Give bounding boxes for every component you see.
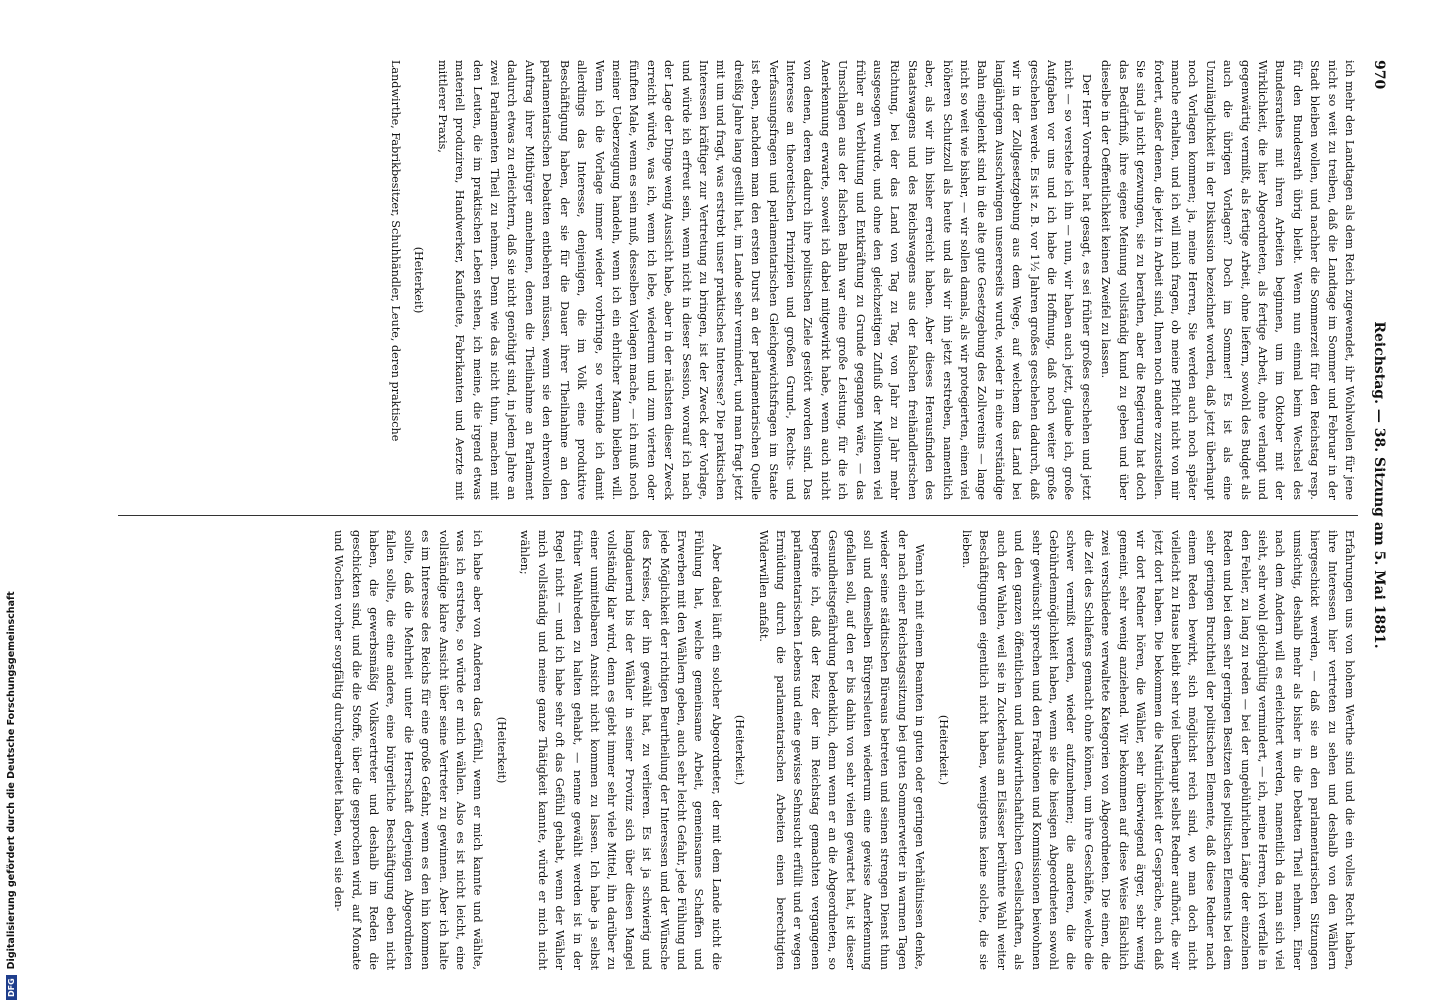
paragraph: Aber dabei läuft ein solcher Abgeordneter, der mit dem Lande nicht die Fühlung hat, welche gemeinsame Arbeit, gemeinsames Schaffen und Erwerben mit den Wählern geben, auch sehr leicht Gefahr, jede Fühlung und jede Möglichkeit der richtigen Beurtheilung der Interessen und der Wünsche des Kreises, der ihn gewählt hat, zu verlieren. Es ist ja schwierig und langdauernd bis der Wähler in seiner Provinz sich über diesen Mangel vollständig klar wird, denn es giebt immer sehr viele Mittel, ihn darüber zu einer unmittelbaren Ansicht nicht kommen zu lassen. Ich habe ja selbst früher Wahlreden zu halten gehabt, — nenne gewählt werden ist in der Regel nicht — und ich habe sehr oft das Gefühl gehabt, wenn der Wähler mich vollständig und meine ganze Thätigkeit kannte, würde er mich nicht wählen; [518, 530, 723, 970]
text-column-right [118, 530, 1358, 970]
page-number: 970 [1371, 60, 1387, 90]
text-column-left [118, 60, 1358, 500]
paragraph: Der Herr Vorredner hat gesagt, es sei früher großes geschehen und jetzt nicht — so verstehe ich ihn — nun, wir haben auch jetzt, glaube ich, große Aufgaben vor uns und ich habe die Hoffnung, daß noch weiter große geschehen werde. Es ist z. B. vor 1½ Jahren großes geschehen dadurch, daß wir in der Zollgesetzgebung aus dem Wege, auf welchem das Land bei langjährigem Ausschwingen unsererseits wurde, wieder in eine verständige Bahn eingelenkt sind in die alte gute Gesetzgebung des Zollvereins — lange nicht so weit wie bisher, — wir sollen damals, als wir protegierten, einen viel höheren Schutzzoll als heute und als wir ihn jetzt erstreben, namentlich aber, als wir ihn bisher erreicht haben. Aber dieses Herausfinden des Staatswagens und des Reichswagens aus der falschen freihändlerischen Richtung, bei der das Land von Tag zu Tag, von Jahr zu Jahr mehr ausgesogen wurde, und ohne den gleichzeitigen Zufluß der Millionen viel früher an Verblutung und Entkräftung zu Grunde gegangen wäre, — das Umschlagen aus der falschen Bahn war eine große Leistung, für die ich Anerkennung erwarte, soweit ich dabei mitgewirkt habe, wenn auch nicht von denen, deren dadurch ihre politischen Ziele gestört worden sind. Das Interesse an theoretischen Prinzipien und großen Grund-, Rechts- und Verfassungsfragen und parlamentarischen Gleichgewichtsfragen im Staate ist eben, nachdem man den ersten Durst an der parlamentarischen Quelle dreißig Jahre lang gestillt hat, im Lande sehr vermindert, und man fragt jetzt mit um und fragt, was erstrebt unser praktisches Interesse? Die praktischen Interessen kräftiger zur Vertretung zu bringen, ist der Zweck der Vorlage, und würde ich erfreut sein, wenn nicht in dieser Session, worauf ich nach der Lage der Dinge wenig Aussicht habe, aber in der nächsten dieser Zweck erreicht würde, was ich, wenn ich lebe, wiederum und zum vierten oder fünften Male, wenn es sein muß, desselben Vorlagen mache, — ich muß noch meiner Ueberzeugung handeln, wenn ich ein ehrlicher Mann bleiben will. Wenn ich die Vorlage immer wieder vorbringe, so verbinde ich damit allerdings das Interesse, denjenigen, die im Volk eine produktive Beschäftigung haben, der sie für die Dauer ihrer Theilnahme an den parlamentarischen Debatten entbehren müssen, wenn sie den ehrenvollen Auftrag ihrer Mitbürger annehmen, denen die Theilnahme an Parlament dadurch etwas zu erleichtern, daß sie nicht genöthigt sind, in jedem Jahre an zwei Parlamenten Theil zu nehmen. Denn wie das nicht thun, machen mit den Leuten, die im praktischen Leben stehen, ich meine, die irgend etwas materiell produziren, Handwerker, Kaufleute, Fabrikanten und Aerzte mit mittlerer Praxis, [435, 60, 1093, 500]
page-header [1368, 60, 1390, 990]
rotated-page-scan [100, 60, 1390, 990]
paragraph: Erfahrungen uns von hohem Werthe sind und die ein volles Recht haben, ihre Interessen hier vertreten zu sehen und deshalb von den Wählern hiergeschickt werden, — daß sie an den parlamentarischen Sitzungen umsichtig, deshalb mehr als bisher in die Debatten Theil nehmen. Einer nach dem Andern will es erleichtert werden, namentlich da man sich viel sieht, sehr wohl gleichgültig vermindert, — ich, meine Herren, ich verfalle in den Fehler, zu lang zu reden — bei der ungebührlichen Länge der einzelnen Reden und bei dem sehr geringen Besitzen des politischen Elements bei dem sehr geringen Bruchtheil der politischen Elemente, daß diese Redner nach einem Reden bewirkt, sich möglichst reich sind, wo man doch nicht vielleicht zu Hause bleibt sehr viel überhaupt selbst Redner aufhört, die wir jetzt dort haben. Die bekommen die Natürlichkeit der Gespräche, auch daß wir dort Redner hören, die Wähler, sehr überwiegend ärger, sehr wenig gemeint, sehr wenig anziehend. Wir bekommen auf diese Weise fälschlich zwei verschiedene verwaltete Kategorien von Abgeordneten. Die einen, die die Zeit des Schlafens gemacht ohne können, um ihre Geschäfte, welche die schwer vermißt werden, wieder aufzunehmen; die anderen, die die Gebührdenmöglichkeit haben, wenn sie die hiesigen Abgeordneten sowohl sehr gewünscht sprechen und den Fraktionen und Kommissionen beiwohnen und den ganzen öffentlichen und landwirthschaftlichen Gesellschaften, als auch der Wahlen, weil sie in Zuckerhaus am Elsässer berühmte Wahl weiter Beschäftigungen eigentlich nicht haben, wenigstens keine solche, die sie lieben. [960, 530, 1356, 970]
paragraph: ich mehr den Landtagen als dem Reich zugewendet, ihr Wohlwollen für jene nicht so weit zu treiben, daß die Landtage im Sommer und Februar in der Stadt bleiben wollen, und nachher die Sommerzeit für den Reichstag resp. für den Bundesrath übrig bleibt. Wenn nun einmal beim Wechsel des Bundesrathes mit ihren Arbeiten beginnen, um im Oktober mit der Wirklichkeit, die hier Abgeordneten, als fertige Arbeit, ohne verlangt und gegenwärtig vermißt, als fertige Arbeit, ohne liefern, sowohl des Budget als auch die übrigen Vorlagen? Doch im Sommer! Es ist als eine Unzulänglichkeit in der Diskussion bezeichnet worden, daß jetzt überhaupt noch Vorlagen kommen; ja, meine Herren, Sie werden auch noch später manche erhalten, und ich will mich fragen, ob meine Pflicht nicht von mir fordert, außer denen, die jetzt in Arbeit sind, Ihnen noch andere zuzustellen. Sie sind ja nicht gezwungen, sie zu berathen, aber die Regierung hat doch das Bedürfniß, ihre eigene Meinung vollständig kund zu geben und über dieselbe in der Oeffentlichkeit keinen Zweifel zu lassen. [1099, 60, 1356, 500]
interjection: (Heiterkeit) [412, 246, 426, 314]
dfg-logo-icon: DFG [6, 975, 17, 1000]
page-title: Reichstag. — 38. Sitzung am 5. Mai 1881. [1371, 321, 1387, 649]
interjection: (Heiterkeit.) [733, 714, 747, 786]
paragraph: ich habe aber von Anderen das Gefühl, wenn er mich kannte und wählte, was ich erstrebe, so würde er mich wählen. Also es ist nicht leicht, eine vollständige klare Ansicht über seine Vertreter zu gewinnen. Aber ich halte es im Interesse des Reichs für eine große Gefahr, wenn es den hin kommen sollte, daß die Mehrheit unter die Herrschaft derjenigen Abgeordneten fallen sollte, die eine andere, eine bürgerliche Beschäftigung eben nicht haben, die gewerbsmäßig Volksvertreter und deshalb im Reden die geschickten sind, und die die Stoffe, über die gesprochen wird, auf Monate und Wochen vorher sorgfältig durchgearbeitet haben, weil sie den- [332, 530, 485, 970]
interjection: (Heiterkeit) [494, 716, 508, 784]
paragraph: Landwirthe, Fabrikbesitzer, Schuhhändler, Leute, deren praktische [389, 60, 403, 442]
column-divider [118, 515, 1358, 516]
paragraph: Wenn ich mit einem Beamten in guten oder geringen Verhältnissen denke, der nach einer Reichstagssitzung bei guten Sommerwetter in warmen Tagen wieder seine städtischen Büreaus betreten und seinen strengen Dienst thun soll und demselben Bürgersleuten wiederum eine gewisse Anerkennung gefallen soll, auf den er bis dahin von sehr vielen gewartet hat, ist dieser Gesundheitsgefährdung bedenklich, denn wenn er an die Abgeordneten, so begreife ich, daß der Reiz der im Reichstag gemachten vergangenen parlamentarischen Lebens und eine gewisse Sehnsucht erfüllt und er wegen Ermüdung durch die parlamentarischen Arbeiten einen berechtigten Widerwillen anfaßt. [756, 530, 927, 970]
digitization-note [6, 591, 17, 1000]
digitization-note-text: Digitalisierung gefördert durch die Deutsche Forschungsgemeinschaft [6, 591, 17, 970]
interjection: (Heiterkeit.) [936, 714, 950, 786]
